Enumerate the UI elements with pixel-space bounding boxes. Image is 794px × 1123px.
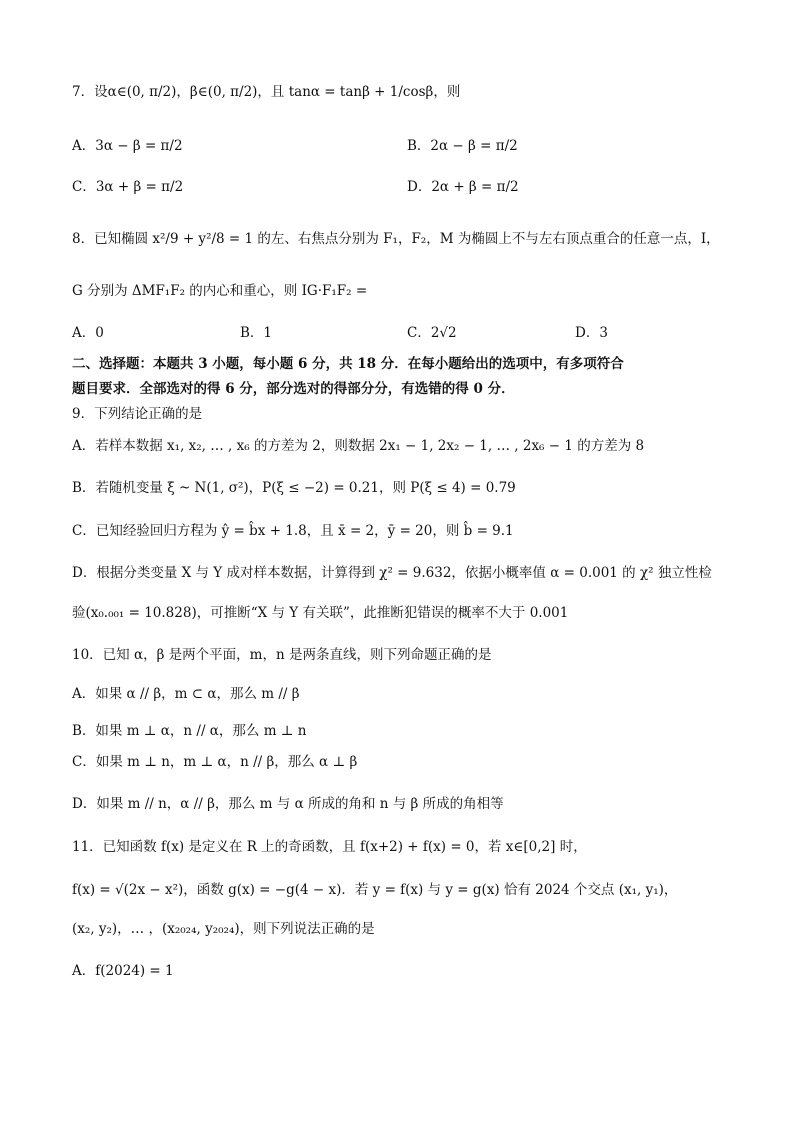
q10-stem: 10．已知 α，β 是两个平面，m，n 是两条直线，则下列命题正确的是 bbox=[72, 647, 492, 663]
q10-option-a: A．如果 α // β，m ⊂ α，那么 m // β bbox=[72, 686, 300, 702]
q11-stem-line2: f(x) = √(2x − x²)，函数 g(x) = −g(4 − x)．若 y = f(x) 与 y = g(x) 恰有 2024 个交点 (x₁, y₁)， bbox=[72, 882, 678, 898]
q8-option-a-text: 0 bbox=[95, 325, 104, 341]
q11-option-a: A．f(2024) = 1 bbox=[72, 963, 174, 979]
q7-option-d-text: 2α + β = π/2 bbox=[431, 179, 519, 195]
q8-option-c-label: C． bbox=[407, 325, 431, 341]
q7-option-b-text: 2α − β = π/2 bbox=[430, 138, 518, 154]
q11-stem-line1: 11．已知函数 f(x) 是定义在 R 上的奇函数，且 f(x+2) + f(x) = 0，若 x∈[0,2] 时， bbox=[72, 839, 587, 855]
q8-option-b bbox=[240, 323, 272, 343]
q11-stem-line3: (x₂, y₂)，… ，(x₂₀₂₄, y₂₀₂₄)，则下列说法正确的是 bbox=[72, 921, 375, 937]
q8-option-b-text: 1 bbox=[263, 325, 273, 341]
section2-heading-line2: 题目要求．全部选对的得 6 分，部分选对的得部分分，有选错的得 0 分． bbox=[72, 381, 515, 397]
q7-option-a-text: 3α − β = π/2 bbox=[95, 138, 183, 154]
q9-option-c: C．已知经验回归方程为 ŷ = b̂x + 1.8，且 x̄ = 2，ȳ = 20，则 b̂ = 9.1 bbox=[72, 523, 514, 539]
q8-option-a bbox=[72, 323, 104, 343]
q8-stem-line2: G 分别为 ΔMF₁F₂ 的内心和重心，则 IG·F₁F₂ = bbox=[72, 283, 368, 299]
q7-option-b-label: B． bbox=[407, 138, 431, 154]
q7-option-c-text: 3α + β = π/2 bbox=[95, 179, 184, 195]
q9-option-d-line2: 验(x₀.₀₀₁ = 10.828)，可推断“X 与 Y 有关联”，此推断犯错误的概率不大于 0.001 bbox=[72, 605, 569, 621]
q9-option-b: B．若随机变量 ξ ~ N(1, σ²)，P(ξ ≤ −2) = 0.21，则 P(ξ ≤ 4) = 0.79 bbox=[72, 480, 516, 496]
q8-option-c-text: 2√2 bbox=[430, 325, 457, 341]
q8-option-a-label: A． bbox=[72, 325, 96, 341]
q8-option-d-text: 3 bbox=[599, 325, 608, 341]
q7-option-c bbox=[72, 177, 183, 197]
q8-stem-line1: 8．已知椭圆 x²/9 + y²/8 = 1 的左、右焦点分别为 F₁，F₂，M 为椭圆上不与左右顶点重合的任意一点，I， bbox=[72, 231, 720, 247]
q8-option-b-label: B． bbox=[240, 325, 264, 341]
q7-option-d-label: D． bbox=[407, 179, 432, 195]
q7-option-a-label: A． bbox=[72, 138, 96, 154]
q9-stem: 9．下列结论正确的是 bbox=[72, 406, 203, 422]
q9-option-d-line1: D．根据分类变量 X 与 Y 成对样本数据，计算得到 χ² = 9.632，依据小概率值 α = 0.001 的 χ² 独立性检 bbox=[72, 565, 712, 581]
q8-option-c bbox=[407, 323, 457, 343]
q7-option-a bbox=[72, 136, 183, 156]
q10-option-c: C．如果 m ⊥ n，m ⊥ α，n // β，那么 α ⊥ β bbox=[72, 754, 358, 770]
q7-option-b bbox=[407, 136, 518, 156]
q9-option-a: A．若样本数据 x₁, x₂, … , x₆ 的方差为 2，则数据 2x₁ − 1, 2x₂ − 1, … , 2x₆ − 1 的方差为 8 bbox=[72, 438, 645, 454]
section2-heading-line1: 二、选择题：本题共 3 小题，每小题 6 分，共 18 分．在每小题给出的选项中，有多项符合 bbox=[72, 356, 624, 372]
q10-option-b: B．如果 m ⊥ α，n // α，那么 m ⊥ n bbox=[72, 723, 307, 739]
q10-option-d: D．如果 m // n，α // β，那么 m 与 α 所成的角和 n 与 β 所成的角相等 bbox=[72, 796, 504, 812]
q8-option-d-label: D． bbox=[575, 325, 600, 341]
q8-option-d bbox=[575, 323, 608, 343]
q7-stem: 7．设α∈(0, π/2)，β∈(0, π/2)，且 tanα = tanβ + 1/cosβ，则 bbox=[72, 84, 461, 100]
q7-option-d bbox=[407, 177, 519, 197]
q7-option-c-label: C． bbox=[72, 179, 96, 195]
